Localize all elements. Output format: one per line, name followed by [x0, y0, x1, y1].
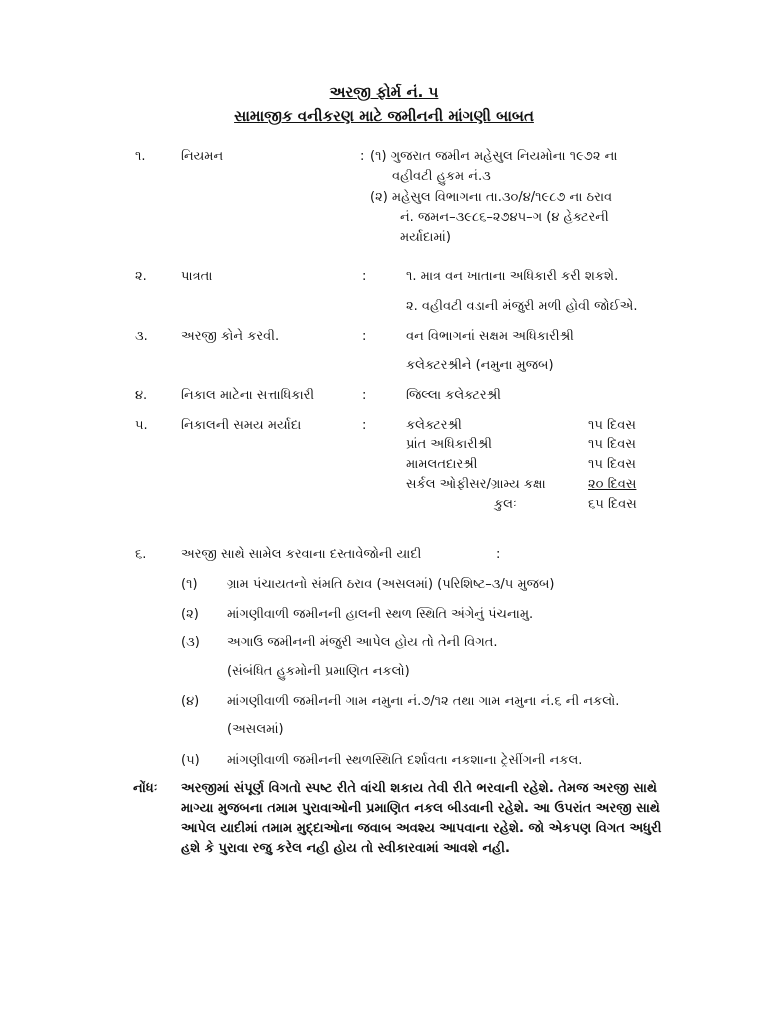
- authority-days: ૧૫ દિવસ: [588, 457, 636, 472]
- page-subtitle: સામાજીક વનીકરણ માટે જમીનની માંગણી બાબત: [234, 107, 534, 125]
- row-3-line-1: વન વિભાગનાં સક્ષમ અધિકારીશ્રી: [406, 329, 574, 344]
- row-5-number: ૫.: [135, 418, 148, 433]
- authority-name: મામલતદારશ્રી: [406, 457, 478, 472]
- authority-name: સર્કલ ઓફીસર/ગ્રામ્ય કક્ષા: [406, 477, 546, 492]
- authority-name: કલેક્ટરશ્રી: [406, 418, 462, 433]
- page-title: અરજી ફોર્મ નં. ૫: [329, 83, 439, 101]
- row-4-number: ૪.: [135, 388, 148, 403]
- row-1-number: ૧.: [135, 149, 146, 164]
- row-6-number: ૬.: [135, 547, 147, 562]
- document-text: માંગણીવાળી જમીનની ગામ નમુના નં.૭/૧૨ તથા ગામ નમુના નં.૬ ની નકલો.: [227, 694, 620, 709]
- row-2-line-2: ૨. વહીવટી વડાની મંજુરી મળી હોવી જોઈએ.: [406, 299, 638, 314]
- document-number: (૪): [181, 694, 200, 709]
- row-1-line-2: વહીવટી હુકમ નં.૩: [392, 169, 491, 184]
- row-4-label: નિકાલ માટેના સત્તાધિકારી: [181, 388, 315, 403]
- document-text: માંગણીવાળી જમીનની હાલની સ્થળ સ્થિતિ અંગેનું પંચનામુ.: [227, 607, 534, 622]
- row-2-number: ૨.: [135, 269, 147, 284]
- row-4-colon: :: [362, 388, 367, 403]
- row-6-colon: :: [496, 547, 501, 562]
- row-6-label: અરજી સાથે સામેલ કરવાના દસ્તાવેજોની યાદી: [181, 547, 422, 562]
- document-text: માંગણીવાળી જમીનની સ્થળસ્થિતિ દર્શાવતા નકશાના ટ્રેસીંગની નકલ.: [227, 753, 583, 768]
- authority-days: ૧૫ દિવસ: [588, 418, 636, 433]
- document-number: (૨): [181, 607, 199, 622]
- row-2-label: પાત્રતા: [181, 269, 213, 284]
- row-4-line-1: જિલ્લા કલેક્ટરશ્રી: [406, 388, 501, 403]
- total-days: ૬૫ દિવસ: [588, 497, 637, 512]
- row-3-colon: :: [362, 329, 367, 344]
- total-label: કુલઃ: [494, 497, 517, 512]
- row-2-colon: :: [362, 269, 367, 284]
- row-1-colon: :: [360, 149, 365, 164]
- authority-days: ૧૫ દિવસ: [588, 437, 636, 452]
- row-5-colon: :: [362, 418, 367, 433]
- document-subtext: (અસલમાં): [227, 722, 284, 737]
- row-2-line-1: ૧. માત્ર વન ખાતાના અધિકારી કરી શકશે.: [406, 269, 619, 284]
- row-1-line-3: (૨) મહેસુલ વિભાગના તા.૩૦/૪/૧૯૮૭ ના ઠરાવ: [370, 190, 613, 205]
- row-3-label: અરજી કોને કરવી.: [181, 329, 280, 344]
- authority-name: પ્રાંત અધિકારીશ્રી: [406, 437, 492, 452]
- row-1-label: નિયમન: [181, 149, 224, 164]
- document-number: (૩): [181, 635, 200, 650]
- authority-days: ૨૦ દિવસ: [588, 477, 637, 492]
- document-subtext: (સંબંધિત હુકમોની પ્રમાણિત નકલો): [227, 664, 410, 679]
- document-text: અગાઉ જમીનની મંજુરી આપેલ હોય તો તેની વિગત.: [227, 635, 498, 650]
- document-number: (૧): [181, 577, 198, 592]
- note-label: નોંધઃ: [133, 781, 158, 796]
- row-5-label: નિકાલની સમય મર્યાદા: [181, 418, 302, 433]
- document-text: ગ્રામ પંચાયતનો સંમતિ ઠરાવ (અસલમાં) (પરિશિષ્ટ–૩/૫ મુજબ): [227, 577, 555, 592]
- row-1-line-4: નં. જમન–૩૯૮૬–૨૭૪૫–ગ (૪ હેક્ટરની: [400, 210, 609, 225]
- row-1-line-1: (૧) ગુજરાત જમીન મહેસુલ નિયમોના ૧૯૭૨ ના: [370, 149, 618, 164]
- row-3-line-2: કલેક્ટરશ્રીને (નમુના મુજબ): [406, 358, 554, 373]
- note-text: અરજીમાં સંપૂર્ણ વિગતો સ્પષ્ટ રીતે વાંચી શકાય તેવી રીતે ભરવાની રહેશે. તેમજ અરજી સાથે માગ્યા મુજબના તમામ પુરાવાઓની પ્રમાણિત નકલ બીડવાની રહેશે. આ ઉપરાંત અરજી સાથે આપેલ યાદીમાં તમામ મુદ્દાઓના જવાબ અવશ્ય આપવાના રહેશે. જો એકપણ વિગત અધુરી હશે કે પુરાવા રજુ કરેલ નહી હોય તો સ્વીકારવામાં આવશે નહી.: [181, 781, 662, 856]
- row-1-line-5: મર્યાદામાં): [400, 230, 451, 245]
- document-number: (૫): [181, 753, 200, 768]
- row-3-number: ૩.: [135, 329, 148, 344]
